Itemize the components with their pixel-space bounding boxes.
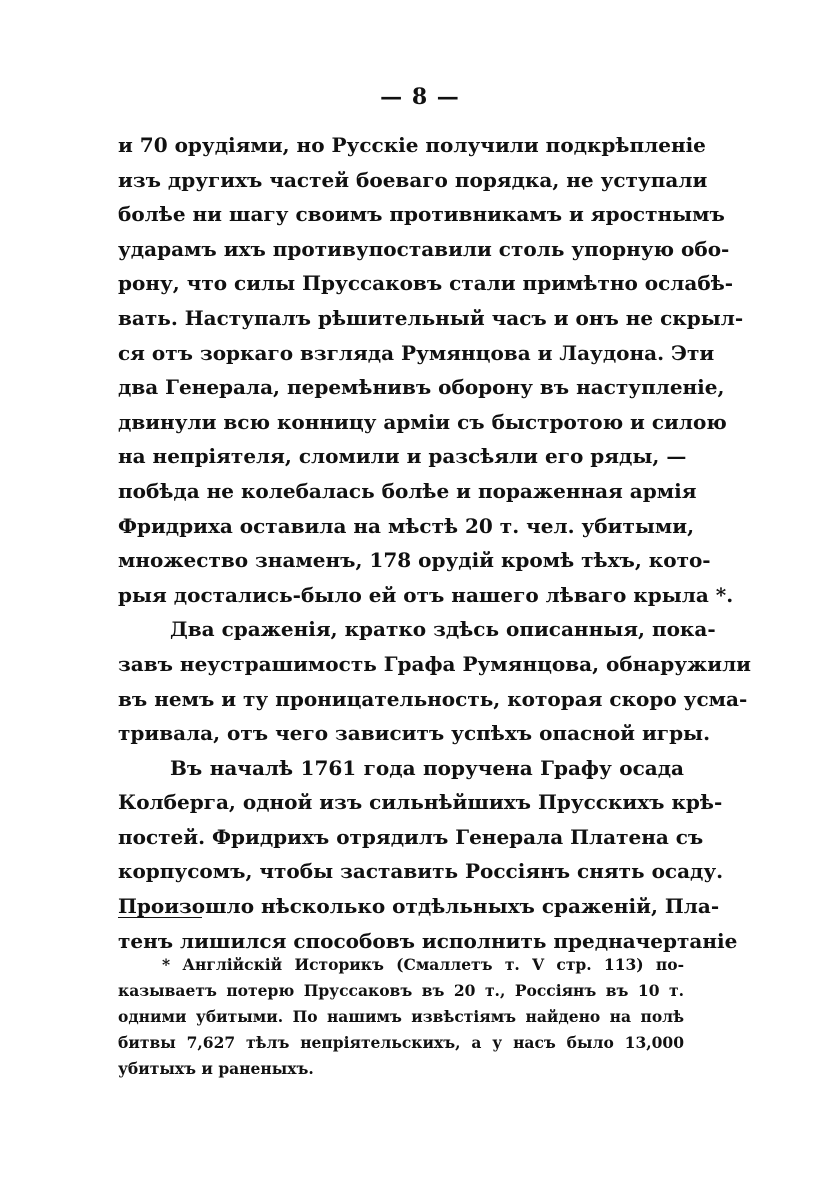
main-text xyxy=(118,128,752,958)
text-line: тенъ лишился способовъ исполнить предначертаніе xyxy=(118,928,738,953)
text-line: Произошло нѣсколько отдѣльныхъ сраженій, Пла- xyxy=(118,894,720,919)
text-line: двинули всю конницу арміи съ быстротою и силою xyxy=(118,409,727,434)
text-line: завъ неустрашимость Графа Румянцова, обнаружили xyxy=(118,651,752,676)
text-line: ся отъ зоркаго взгляда Румянцова и Лаудона. Эти xyxy=(118,340,715,365)
footnote-divider xyxy=(118,917,202,918)
text-line: Два сраженія, кратко здѣсь описанныя, пока- xyxy=(170,617,716,642)
footnote xyxy=(118,952,684,1082)
text-line: ударамъ ихъ противупоставили столь упорную обо- xyxy=(118,236,730,261)
footnote-line: битвы 7,627 тѣлъ непріятельскихъ, а у насъ было 13,000 xyxy=(118,1033,684,1052)
text-line: рону, что силы Пруссаковъ стали примѣтно ослабѣ- xyxy=(118,271,734,296)
footnote-line: убитыхъ и раненыхъ. xyxy=(118,1059,314,1078)
text-line: постей. Фридрихъ отрядилъ Генерала Платена съ xyxy=(118,824,704,849)
text-line: и 70 орудіями, но Русскіе получили подкрѣпленіе xyxy=(118,133,706,157)
text-line: Фридриха оставила на мѣстѣ 20 т. чел. убитыми, xyxy=(118,513,695,538)
text-line: болѣе ни шагу своимъ противникамъ и яростнымъ xyxy=(118,202,725,227)
footnote-line: * Англійскій Историкъ (Смаллетъ т. V стр. 113) по- xyxy=(162,955,684,974)
text-line: вать. Наступалъ рѣшительный часъ и онъ не скрыл- xyxy=(118,305,744,330)
footnote-line: казываетъ потерю Пруссаковъ въ 20 т., Россіянъ въ 10 т. xyxy=(118,981,684,1000)
footnote-line: одними убитыми. По нашимъ извѣстіямъ найдено на полѣ xyxy=(118,1007,684,1026)
text-line: Въ началѣ 1761 года поручена Графу осада xyxy=(170,755,684,780)
page-number: — 8 — xyxy=(380,84,460,110)
text-line: на непріятеля, сломили и разсѣяли его ряды, — xyxy=(118,444,687,469)
text-line: Колберга, одной изъ сильнѣйшихъ Прусскихъ крѣ- xyxy=(118,790,723,815)
text-line: рыя достались-было ей отъ нашего лѣваго крыла *. xyxy=(118,582,734,607)
text-line: два Генерала, перемѣнивъ оборону въ наступленіе, xyxy=(118,375,725,400)
text-line: корпусомъ, чтобы заставить Россіянъ снять осаду. xyxy=(118,859,724,884)
text-line: побѣда не колебалась болѣе и пораженная армія xyxy=(118,478,697,503)
text-line: тривала, отъ чего зависитъ успѣхъ опасной игры. xyxy=(118,721,711,746)
text-line: въ немъ и ту проницательность, которая скоро усма- xyxy=(118,686,748,711)
text-line: изъ другихъ частей боеваго порядка, не уступали xyxy=(118,167,708,192)
text-line: множество знаменъ, 178 орудій кромѣ тѣхъ, кото- xyxy=(118,548,711,573)
